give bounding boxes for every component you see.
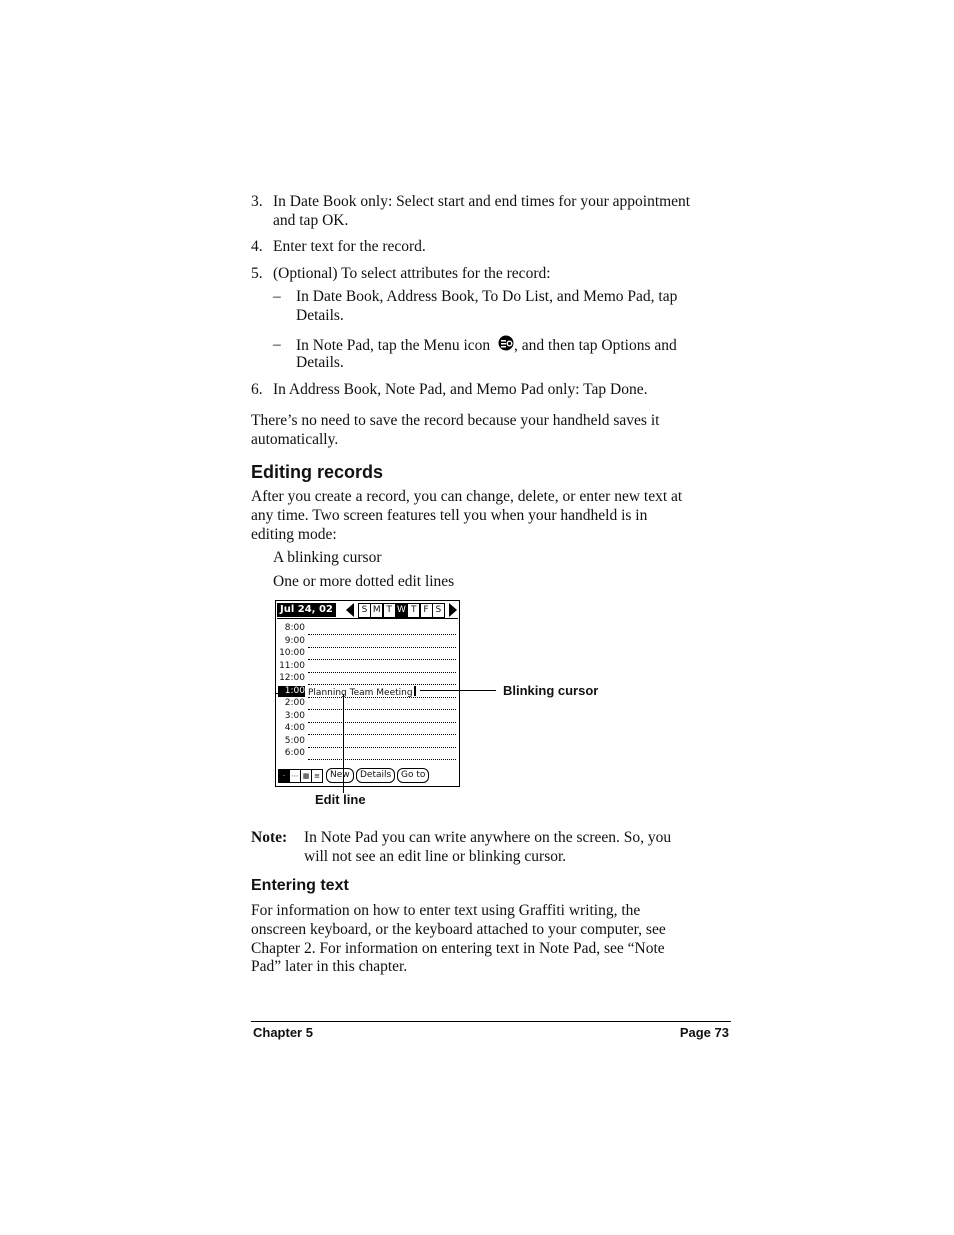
week-view-icon: ⋯ — [289, 769, 301, 783]
cursor-callout-line — [420, 690, 496, 691]
new-button: New — [326, 768, 354, 783]
event-bracket-icon — [275, 693, 279, 704]
prev-week-arrow-icon — [346, 603, 354, 617]
footer-rule — [251, 1021, 731, 1022]
appointment-text: Planning Team Meeting — [308, 687, 413, 698]
step-text: (Optional) To select attributes for the record: — [273, 265, 551, 282]
paragraph-line: There’s no need to save the record because your handheld saves it — [251, 412, 660, 429]
dash-marker: – — [273, 336, 281, 353]
paragraph-line: Chapter 2. For information on entering text in Note Pad, see “Note — [251, 940, 665, 957]
agenda-view-icon: ≡ — [311, 769, 323, 783]
date-title: Jul 24, 02 — [277, 603, 336, 617]
day-view-icon: · — [278, 769, 290, 783]
paragraph-line: any time. Two screen features tell you when your handheld is in — [251, 507, 648, 524]
day-selector: M — [370, 603, 383, 618]
paragraph-line: For information on how to enter text using Graffiti writing, the — [251, 902, 641, 919]
datebook-screenshot — [275, 600, 460, 787]
details-button: Details — [356, 768, 395, 783]
substep-text — [296, 335, 677, 355]
day-selector: T — [383, 603, 396, 618]
step-text: Enter text for the record. — [273, 238, 426, 255]
dash-marker: – — [273, 288, 281, 305]
editline-callout-label: Edit line — [315, 792, 366, 807]
edit-line — [308, 723, 456, 735]
time-slot-label: 12:00 — [279, 673, 305, 683]
edit-line — [308, 698, 456, 710]
step-text: In Date Book only: Select start and end times for your appointment — [273, 193, 691, 210]
edit-line — [308, 661, 456, 673]
blinking-cursor — [414, 686, 416, 696]
edit-line — [308, 711, 456, 723]
footer-page: Page 73 — [679, 1025, 729, 1040]
time-slot-label: 8:00 — [284, 623, 305, 633]
step-number: 4. — [251, 238, 263, 255]
paragraph-line: editing mode: — [251, 526, 337, 543]
step-number: 3. — [251, 193, 263, 210]
substep-text: In Date Book, Address Book, To Do List, and Memo Pad, tap — [296, 288, 678, 305]
step-text: and tap OK. — [273, 212, 349, 229]
day-selector: F — [420, 603, 433, 618]
substep-text-part: , and then tap Options and — [514, 337, 677, 354]
time-slot-label: 4:00 — [284, 723, 305, 733]
substep-text: Details. — [296, 354, 344, 371]
edit-line — [308, 673, 456, 685]
day-selector: S — [432, 603, 445, 618]
edit-line — [308, 736, 456, 748]
edit-line — [308, 648, 456, 660]
substep-text: Details. — [296, 307, 344, 324]
time-slot-label: 10:00 — [279, 648, 305, 658]
month-view-icon: ▦ — [300, 769, 312, 783]
goto-button: Go to — [397, 768, 429, 783]
paragraph-line: Pad” later in this chapter. — [251, 958, 408, 975]
editline-callout-line — [343, 694, 344, 793]
time-slot-label: 3:00 — [284, 710, 305, 721]
edit-line — [308, 623, 456, 635]
step-number: 5. — [251, 265, 263, 282]
edit-line — [308, 636, 456, 648]
time-slot-label: 2:00 — [284, 698, 305, 708]
paragraph-line: onscreen keyboard, or the keyboard attached to your computer, see — [251, 921, 666, 938]
time-slot-label: 9:00 — [284, 635, 305, 646]
subsection-heading: Entering text — [251, 877, 349, 894]
footer-chapter: Chapter 5 — [253, 1025, 313, 1040]
time-slot-label: 5:00 — [284, 735, 305, 746]
time-slot-label: 6:00 — [284, 748, 305, 758]
step-number: 6. — [251, 381, 263, 398]
next-week-arrow-icon — [449, 603, 457, 617]
note-label: Note: — [251, 829, 288, 846]
edit-line — [308, 748, 456, 760]
note-text: In Note Pad you can write anywhere on the screen. So, you — [304, 829, 672, 846]
day-selector: S — [358, 603, 371, 618]
step-text: In Address Book, Note Pad, and Memo Pad only: Tap Done. — [273, 381, 648, 398]
menu-icon — [498, 335, 514, 351]
edit-line — [308, 686, 456, 698]
list-item: One or more dotted edit lines — [273, 573, 455, 590]
note-text: will not see an edit line or blinking cursor. — [304, 848, 567, 865]
header-divider — [277, 618, 458, 619]
day-selector: W — [395, 603, 408, 618]
substep-text-part: In Note Pad, tap the Menu icon — [296, 337, 491, 354]
time-slot-label: 1:00 — [278, 686, 305, 697]
list-item: A blinking cursor — [273, 549, 382, 566]
paragraph-line: automatically. — [251, 431, 339, 448]
paragraph-line: After you create a record, you can change, delete, or enter new text at — [251, 488, 683, 505]
day-selector: T — [407, 603, 420, 618]
cursor-callout-label: Blinking cursor — [503, 683, 599, 698]
time-slot-label: 11:00 — [279, 660, 305, 671]
section-heading: Editing records — [251, 462, 384, 482]
